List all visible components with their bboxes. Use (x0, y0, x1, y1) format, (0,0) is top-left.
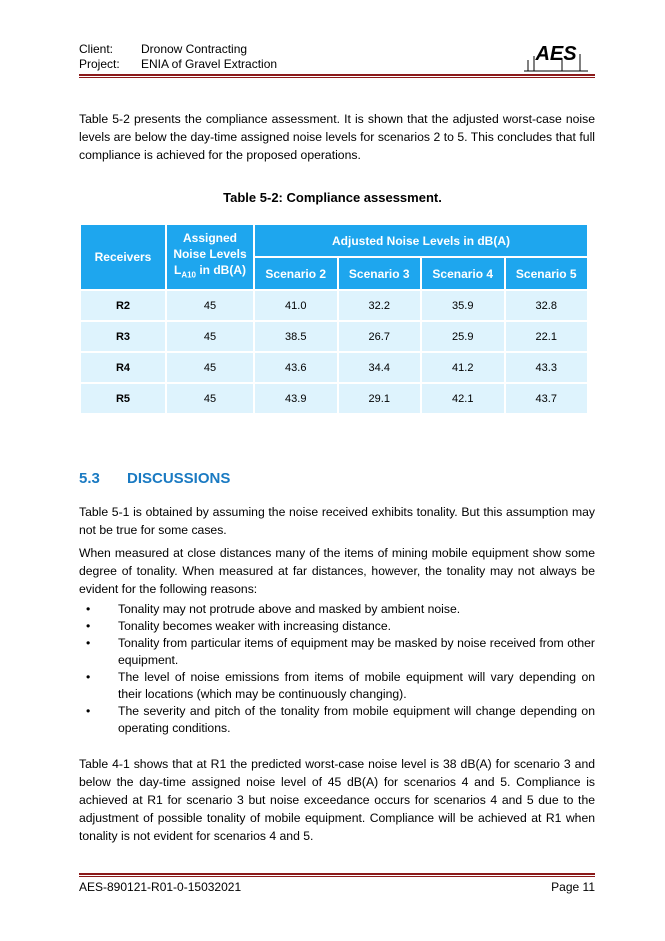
col-assigned-unit: in dB(A) (196, 263, 247, 278)
footer-rule (79, 873, 595, 875)
list-item (79, 703, 595, 737)
table-row (80, 352, 588, 383)
table-row (80, 290, 588, 321)
list-item-text: Tonality from particular items of equipment may be masked by noise received from other equipment. (118, 636, 595, 667)
cell-value: 43.9 (254, 383, 338, 414)
cell-receiver: R2 (80, 290, 166, 321)
bullet-icon: • (86, 602, 91, 616)
cell-assigned: 45 (166, 290, 254, 321)
bullet-icon: • (86, 670, 91, 684)
cell-value: 22.1 (505, 321, 589, 352)
compliance-table (79, 223, 589, 415)
list-item-text: The level of noise emissions from items of mobile equipment will vary depending on their locations (which may be continuously changing). (118, 670, 595, 701)
intro-paragraph: Table 5-2 presents the compliance assessment. It is shown that the adjusted worst-case noise levels are below the day-time assigned noise levels for scenarios 2 to 5. This concludes that full compliance is achieved for the proposed operations. (79, 112, 595, 162)
cell-value: 41.0 (254, 290, 338, 321)
col-assigned-text: Assigned Noise Levels L (173, 231, 247, 278)
bullet-icon: • (86, 704, 91, 718)
header-client-value: Dronow Contracting (141, 42, 248, 56)
header-project-label: Project: (79, 57, 120, 71)
cell-receiver: R5 (80, 383, 166, 414)
col-assigned (166, 224, 254, 290)
bullet-icon: • (86, 636, 91, 650)
cell-assigned: 45 (166, 321, 254, 352)
col-scenario-3: Scenario 3 (338, 257, 422, 290)
footer-page-number: Page 11 (551, 880, 595, 894)
cell-value: 43.7 (505, 383, 589, 414)
header-client-label: Client: (79, 42, 114, 56)
cell-value: 41.2 (421, 352, 505, 383)
col-scenario-4: Scenario 4 (421, 257, 505, 290)
cell-assigned: 45 (166, 383, 254, 414)
cell-value: 43.3 (505, 352, 589, 383)
paragraph-1: Table 5-1 is obtained by assuming the noise received exhibits tonality. But this assumption may not be true for some cases. (79, 505, 595, 537)
cell-receiver: R4 (80, 352, 166, 383)
section-title: DISCUSSIONS (127, 470, 231, 487)
paragraph-3: Table 4-1 shows that at R1 the predicted worst-case noise level is 38 dB(A) for scenario 3 and below the day-time assigned noise level of 45 dB(A) for scenarios 4 and 5. Compliance is achieved at R1 for scenario 3 but noise exceedance occurs for scenarios 4 and 5 due to the adjustment of possible tonality of mobile equipment. Compliance will be achieved at R1 when tonality is not evident for scenarios 4 and 5. (79, 757, 595, 843)
section-heading (79, 470, 230, 487)
header-project-value: ENIA of Gravel Extraction (141, 57, 278, 71)
section-number: 5.3 (79, 470, 100, 487)
cell-value: 34.4 (338, 352, 422, 383)
logo-text: AES (535, 43, 577, 65)
footer-rule-thin (79, 876, 595, 877)
reasons-list (79, 601, 595, 737)
list-item-text: Tonality becomes weaker with increasing distance. (118, 619, 391, 633)
col-adjusted: Adjusted Noise Levels in dB(A) (254, 224, 588, 257)
cell-value: 32.2 (338, 290, 422, 321)
list-item (79, 618, 595, 635)
list-item-text: Tonality may not protrude above and masked by ambient noise. (118, 602, 461, 616)
table-row (80, 321, 588, 352)
bullet-icon: • (86, 619, 91, 633)
col-scenario-5: Scenario 5 (505, 257, 589, 290)
list-item (79, 635, 595, 669)
cell-receiver: R3 (80, 321, 166, 352)
footer-doc-id: AES-890121-R01-0-15032021 (79, 880, 242, 894)
cell-value: 38.5 (254, 321, 338, 352)
list-item (79, 601, 595, 618)
col-receivers: Receivers (80, 224, 166, 290)
cell-value: 42.1 (421, 383, 505, 414)
aes-logo (522, 38, 590, 72)
table-row (80, 383, 588, 414)
cell-value: 35.9 (421, 290, 505, 321)
cell-assigned: 45 (166, 352, 254, 383)
table-caption: Table 5-2: Compliance assessment. (223, 190, 442, 205)
header-rule-thin (79, 77, 595, 78)
col-scenario-2: Scenario 2 (254, 257, 338, 290)
cell-value: 25.9 (421, 321, 505, 352)
cell-value: 26.7 (338, 321, 422, 352)
cell-value: 29.1 (338, 383, 422, 414)
header-rule (79, 74, 595, 76)
cell-value: 43.6 (254, 352, 338, 383)
cell-value: 32.8 (505, 290, 589, 321)
paragraph-2: When measured at close distances many of the items of mining mobile equipment show some degree of tonality. When measured at far distances, however, the tonality may not always be evident for the following reasons: (79, 546, 595, 596)
list-item-text: The severity and pitch of the tonality from mobile equipment will change depending on operating conditions. (118, 704, 595, 735)
list-item (79, 669, 595, 703)
col-assigned-sub: A10 (181, 270, 197, 280)
